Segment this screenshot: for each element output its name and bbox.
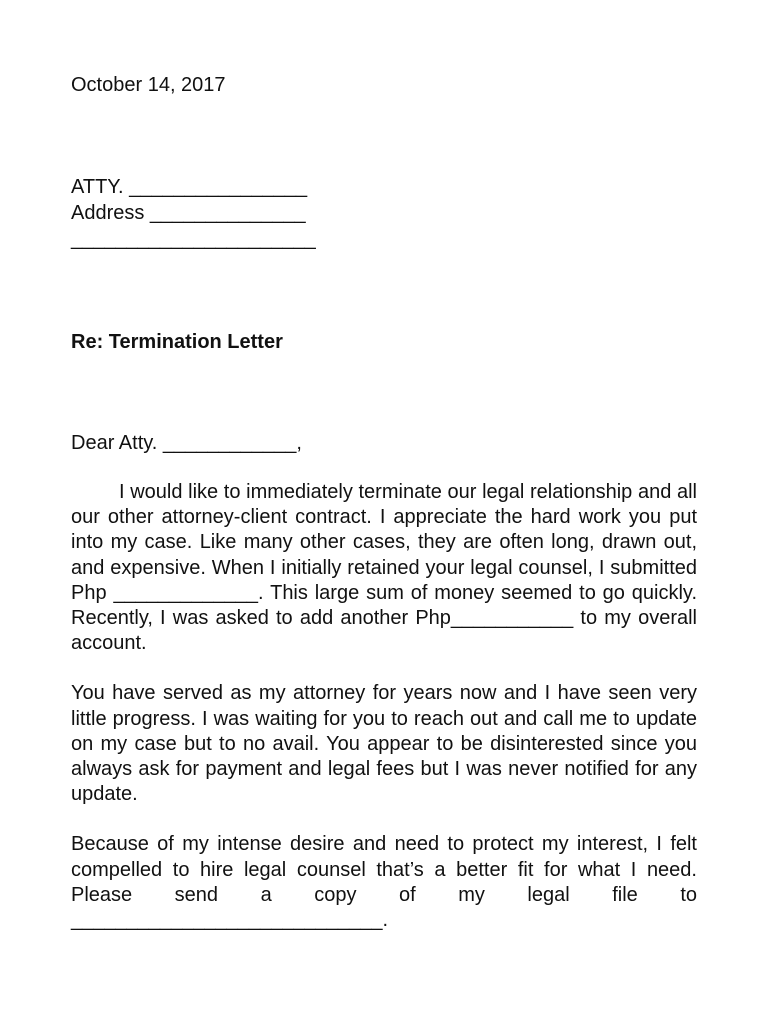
body-paragraph-termination: I would like to immediately terminate our legal relationship and all our other attorney-client contract. I appreciate the hard work you put into my case. Like many other cases, they are often long, drawn out, and expensive. When I initially retained your legal counsel, I submitted Php _____________. This large sum of money seemed to go quickly. Recently, I was asked to add another Php___________ to my overall account. <box>71 481 697 655</box>
recipient-attorney-line: ATTY. ________________ <box>71 176 308 198</box>
letter-date: October 14, 2017 <box>71 74 226 96</box>
letter-page <box>71 72 697 933</box>
recipient-block <box>71 174 697 252</box>
body-paragraph-progress: You have served as my attorney for years now and I have seen very little progress. I was waiting for you to reach out and call me to update on my case but to no avail. You appear to be disinterested since you always ask for payment and legal fees but I was never notified for any update. <box>71 682 697 806</box>
body-paragraph-request-file: Because of my intense desire and need to protect my interest, I felt compelled to hire legal counsel that’s a better fit for what I need. Please send a copy of my legal file to ____________________________. <box>71 833 697 932</box>
subject-line: Re: Termination Letter <box>71 331 283 353</box>
recipient-address-line: Address ______________ <box>71 202 306 224</box>
salutation: Dear Atty. ____________, <box>71 432 302 454</box>
recipient-blank-line: ______________________ <box>71 228 316 250</box>
